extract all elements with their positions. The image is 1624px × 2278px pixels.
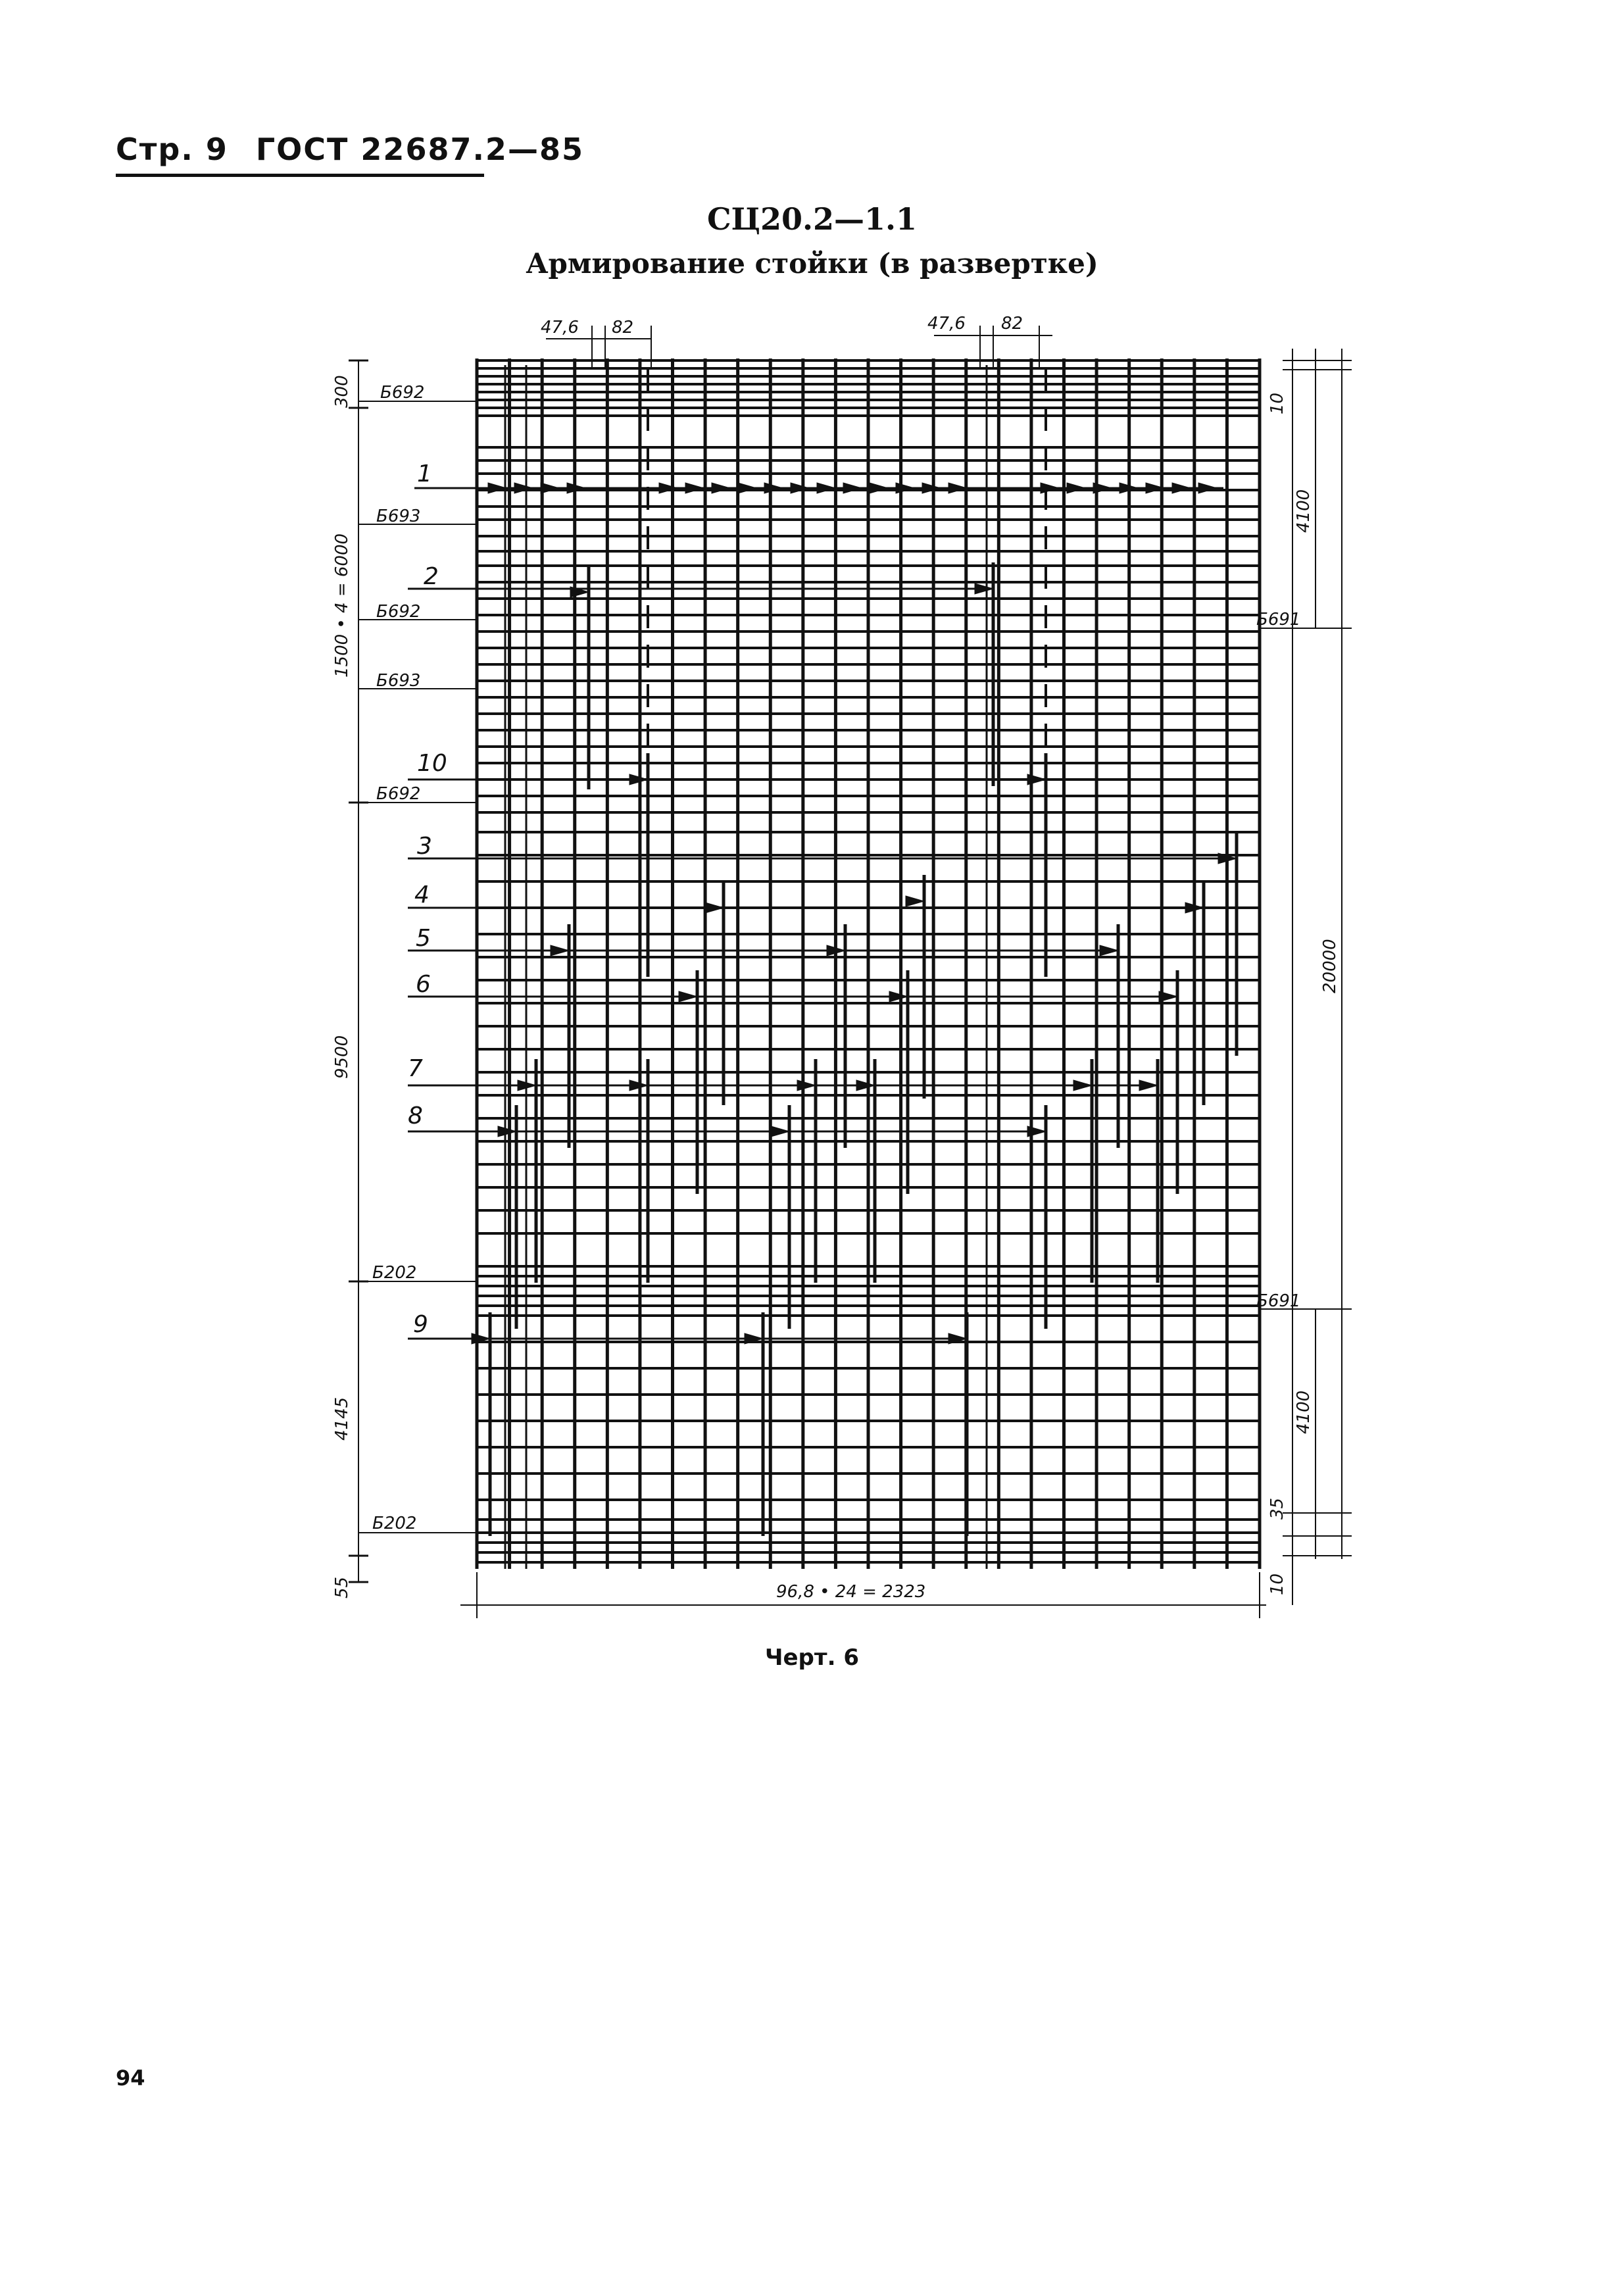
dim-right-20000: 20000 bbox=[1320, 939, 1340, 993]
dim-left-300: 300 bbox=[332, 375, 352, 408]
callout-4-arrow bbox=[906, 896, 924, 906]
dim-top-4: 82 bbox=[1001, 314, 1023, 334]
mesh-label-b202-1: Б202 bbox=[372, 1263, 417, 1283]
callout-1-arrow bbox=[896, 483, 914, 493]
figure-caption: Черт. 6 bbox=[765, 1645, 859, 1671]
mesh-label-b692-3: Б692 bbox=[376, 784, 421, 804]
callout-1: 1 bbox=[417, 460, 432, 487]
callout-1-arrow bbox=[738, 483, 756, 493]
mesh-label-b202-2: Б202 bbox=[372, 1514, 417, 1533]
page-label: Стр. 9 bbox=[116, 132, 228, 167]
dim-left-55: 55 bbox=[332, 1576, 352, 1598]
callout-1-arrow bbox=[541, 483, 559, 493]
dim-left-4145: 4145 bbox=[332, 1397, 352, 1441]
mesh-label-b692-1: Б692 bbox=[380, 383, 425, 403]
dim-right-4100-bottom: 4100 bbox=[1294, 1390, 1314, 1434]
callout-1-arrow bbox=[488, 483, 506, 493]
callout-1-arrow bbox=[1198, 483, 1217, 493]
dim-right-10-bottom: 10 bbox=[1267, 1573, 1287, 1595]
callout-1-arrow bbox=[948, 483, 967, 493]
dim-top-2: 82 bbox=[612, 318, 634, 337]
mesh-label-b691-1: Б691 bbox=[1256, 610, 1301, 630]
callout-1-arrow bbox=[1172, 483, 1191, 493]
callout-1-arrow bbox=[791, 483, 809, 493]
callout-1-arrow bbox=[1093, 483, 1112, 493]
dim-left-6000: 1500 • 4 = 6000 bbox=[332, 533, 352, 678]
callout-1-arrow bbox=[817, 483, 835, 493]
callout-1-arrow bbox=[870, 483, 888, 493]
callout-1-arrow bbox=[659, 483, 677, 493]
callout-7: 7 bbox=[408, 1055, 423, 1082]
callout-1-arrow bbox=[1067, 483, 1085, 493]
callout-1-arrow bbox=[922, 483, 941, 493]
callout-3: 3 bbox=[417, 833, 432, 860]
callout-1-arrow bbox=[764, 483, 783, 493]
dim-right-35: 35 bbox=[1267, 1497, 1287, 1520]
dim-right-4100-top: 4100 bbox=[1294, 489, 1314, 533]
mesh-label-b693-1: Б693 bbox=[376, 507, 421, 526]
drawing-title: Армирование стойки (в развертке) bbox=[526, 247, 1098, 280]
mesh-label-b693-2: Б693 bbox=[376, 671, 421, 691]
callout-1-arrow bbox=[843, 483, 862, 493]
callout-1-arrow bbox=[514, 483, 533, 493]
callout-8: 8 bbox=[408, 1102, 423, 1129]
mesh-label-b691-2: Б691 bbox=[1256, 1291, 1301, 1311]
callout-4: 4 bbox=[414, 881, 430, 908]
dim-bottom: 96,8 • 24 = 2323 bbox=[776, 1582, 926, 1602]
dim-right-10-top: 10 bbox=[1267, 392, 1287, 414]
callout-6: 6 bbox=[416, 971, 431, 998]
mesh-label-b692-2: Б692 bbox=[376, 602, 421, 622]
dim-top-3: 47,6 bbox=[927, 314, 966, 334]
page-number: 94 bbox=[116, 2066, 145, 2091]
standard-number: ГОСТ 22687.2—85 bbox=[255, 132, 584, 167]
drawing-code: СЦ20.2—1.1 bbox=[706, 201, 918, 237]
callout-1-arrow bbox=[712, 483, 730, 493]
callout-1-arrow bbox=[685, 483, 704, 493]
dim-left-9500: 9500 bbox=[332, 1035, 352, 1079]
callout-9: 9 bbox=[413, 1311, 428, 1338]
callout-10: 10 bbox=[417, 750, 447, 777]
callout-5: 5 bbox=[416, 925, 431, 952]
callout-1-arrow bbox=[1041, 483, 1059, 493]
callout-2: 2 bbox=[424, 563, 439, 590]
dim-top-1: 47,6 bbox=[541, 318, 579, 337]
